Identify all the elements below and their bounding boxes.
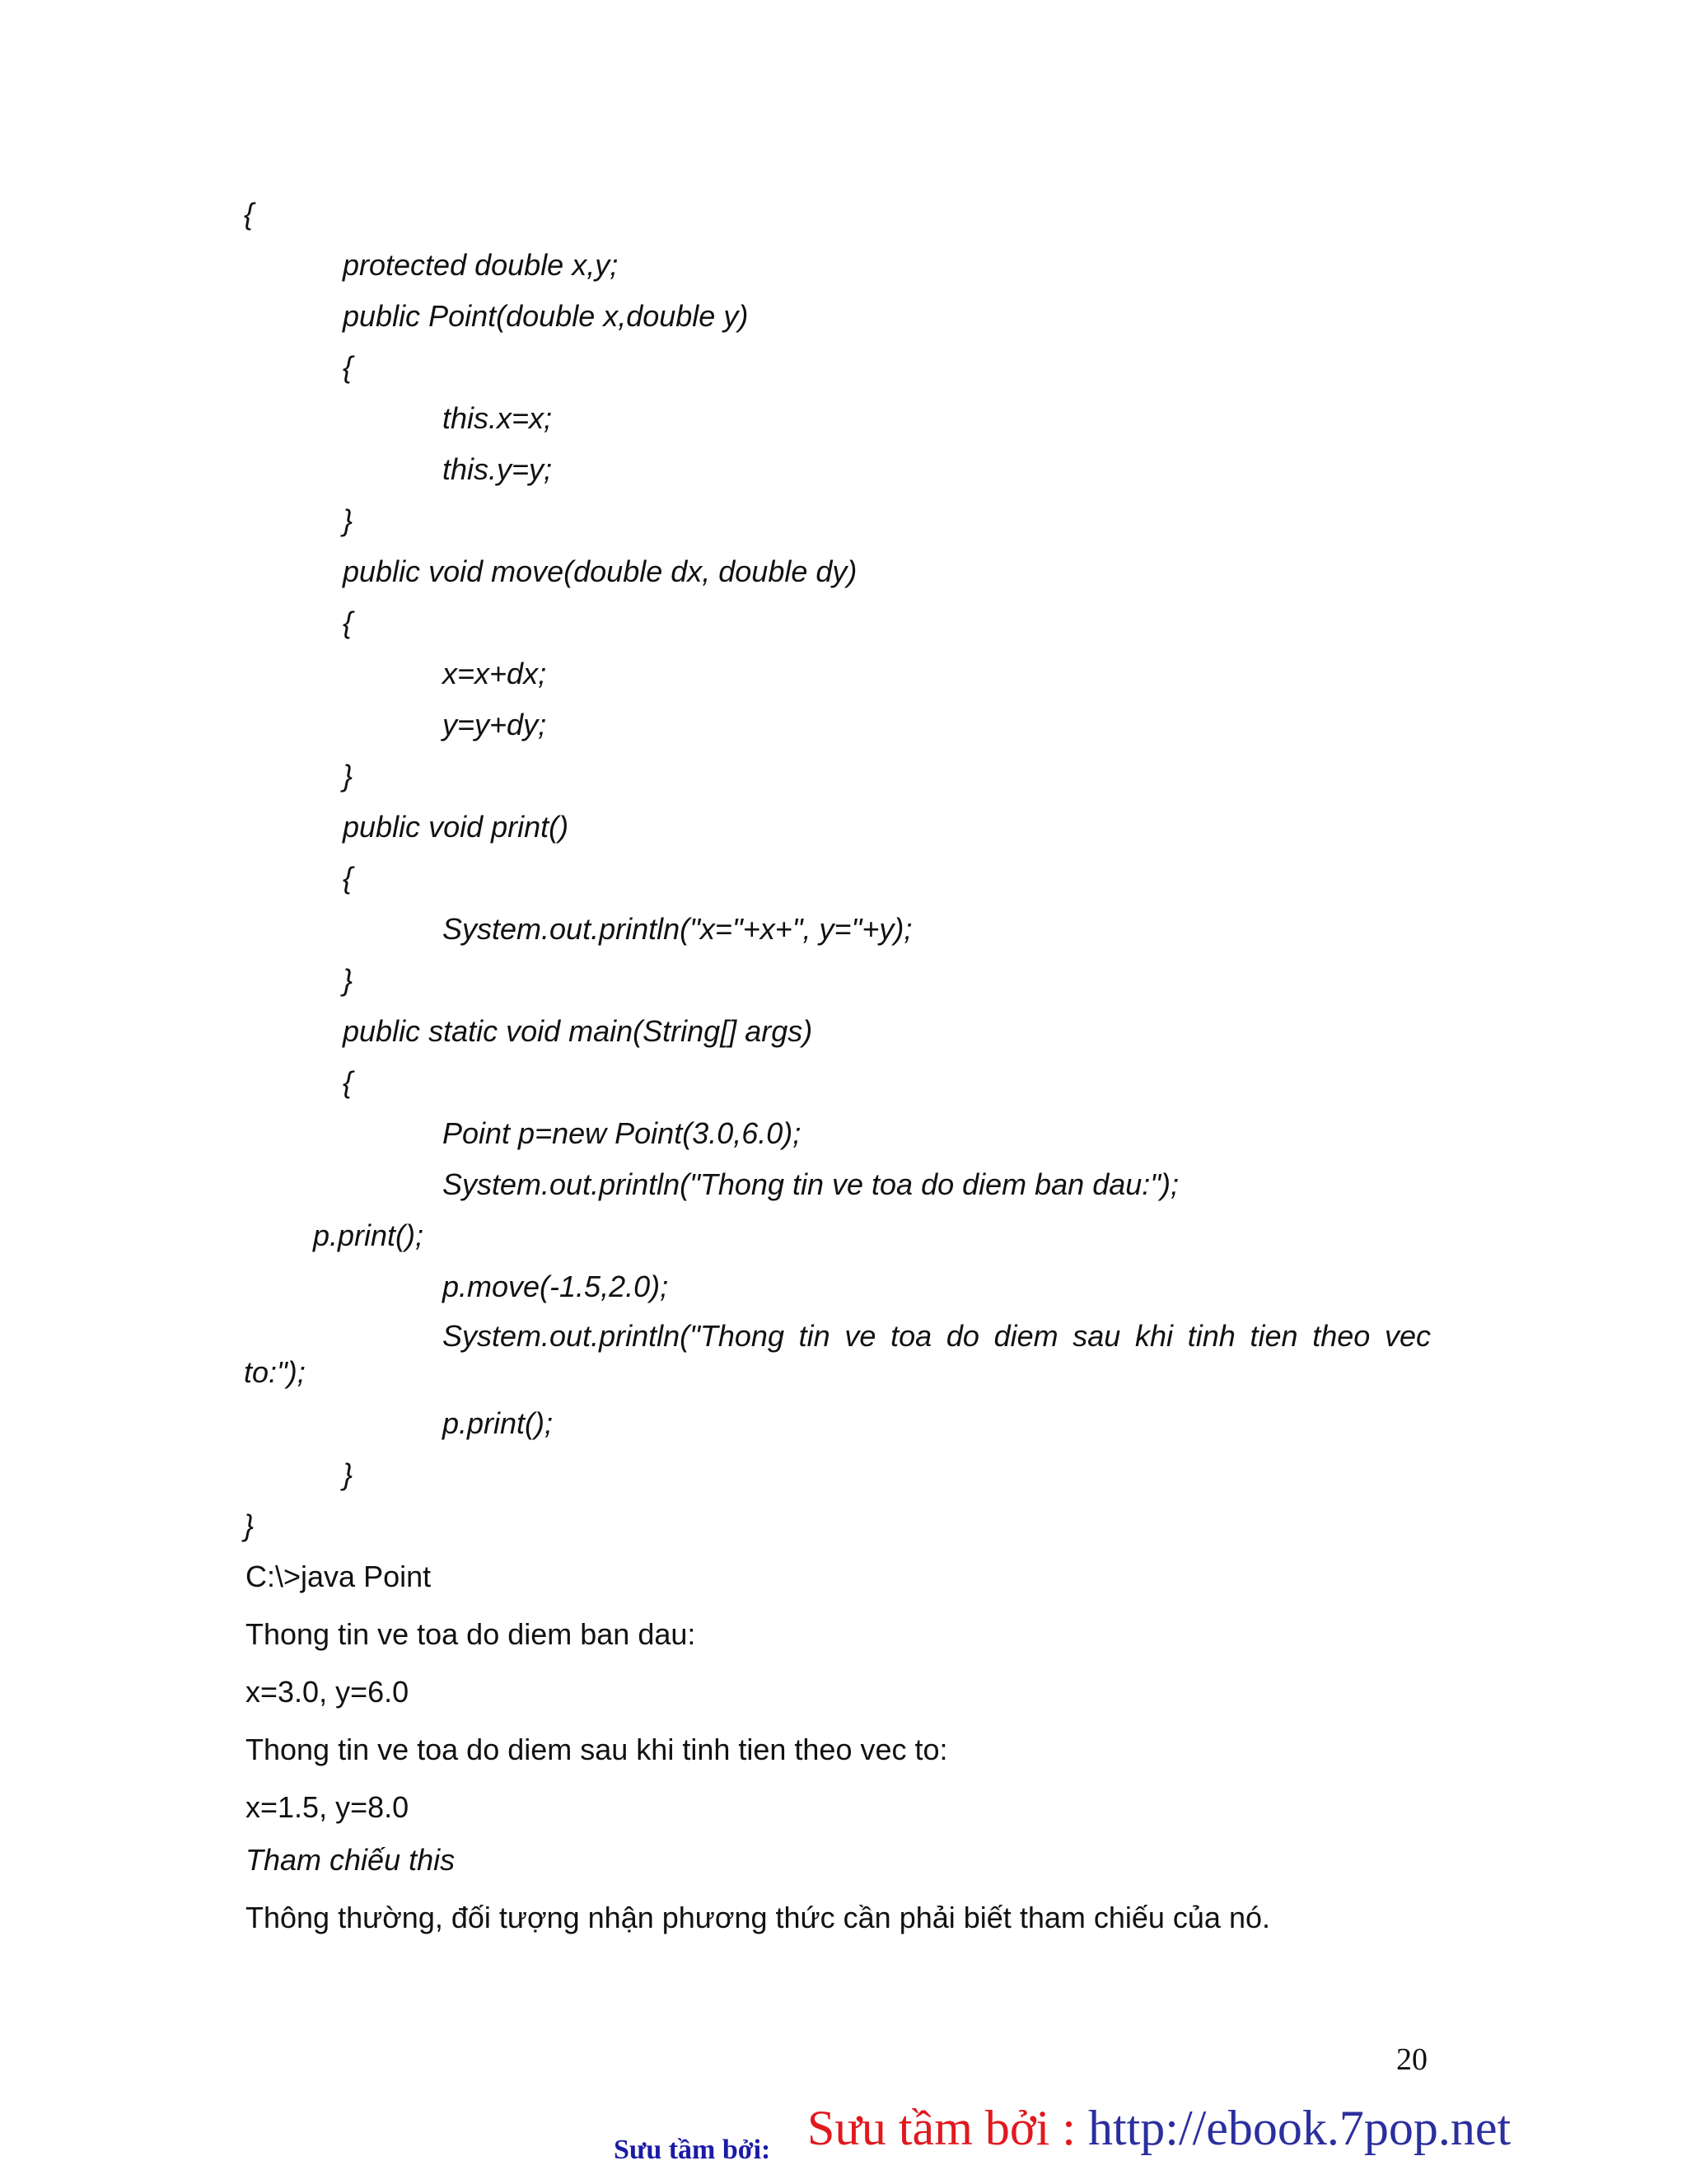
code-line: { [343, 350, 353, 384]
code-line: public void move(double dx, double dy) [343, 554, 858, 588]
section-heading: Tham chiếu this [245, 1843, 456, 1877]
footer-banner-link[interactable]: http://ebook.7pop.net [1087, 2101, 1512, 2155]
code-line: } [343, 1457, 353, 1491]
console-output-line: x=1.5, y=8.0 [245, 1790, 409, 1824]
code-line: } [343, 503, 353, 537]
code-line: public Point(double x,double y) [343, 299, 749, 333]
code-line: System.out.println("Thong tin ve toa do diem sau khi tinh tien theo vec [442, 1319, 1431, 1353]
code-line: this.y=y; [442, 452, 553, 486]
console-output-line: Thong tin ve toa do diem ban dau: [245, 1617, 696, 1651]
code-line: y=y+dy; [442, 708, 547, 741]
code-line: { [343, 861, 353, 895]
console-command: C:\>java Point [245, 1560, 432, 1593]
code-line: p.print(); [313, 1218, 424, 1252]
page-number: 20 [1396, 2042, 1428, 2077]
code-line: p.move(-1.5,2.0); [442, 1270, 669, 1303]
code-line: } [343, 963, 353, 997]
code-line: { [343, 1065, 353, 1099]
code-line: System.out.println("Thong tin ve toa do diem ban dau:"); [442, 1167, 1180, 1201]
code-line: protected double x,y; [343, 248, 619, 282]
footer-label: Sưu tầm bởi: [614, 2135, 771, 2165]
code-line: to:"); [244, 1355, 306, 1389]
console-output-line: x=3.0, y=6.0 [245, 1675, 409, 1709]
code-line: { [343, 606, 353, 639]
code-line: Point p=new Point(3.0,6.0); [442, 1116, 801, 1150]
code-line: x=x+dx; [442, 657, 547, 690]
code-line: } [244, 1508, 255, 1542]
code-line: System.out.println("x="+x+", y="+y); [442, 912, 913, 946]
code-line: public static void main(String[] args) [343, 1014, 813, 1048]
footer-banner-prefix: Sưu tầm bởi : [807, 2101, 1088, 2155]
code-line: p.print(); [442, 1406, 554, 1440]
code-line: public void print() [343, 810, 569, 844]
console-output-line: Thong tin ve toa do diem sau khi tinh tien theo vec to: [245, 1733, 948, 1766]
footer-banner [807, 2099, 1511, 2157]
code-line: } [343, 759, 353, 793]
body-paragraph: Thông thường, đối tượng nhận phương thức cần phải biết tham chiếu của nó. [245, 1901, 1271, 1934]
code-line: { [244, 197, 255, 231]
code-line: this.x=x; [442, 401, 553, 435]
